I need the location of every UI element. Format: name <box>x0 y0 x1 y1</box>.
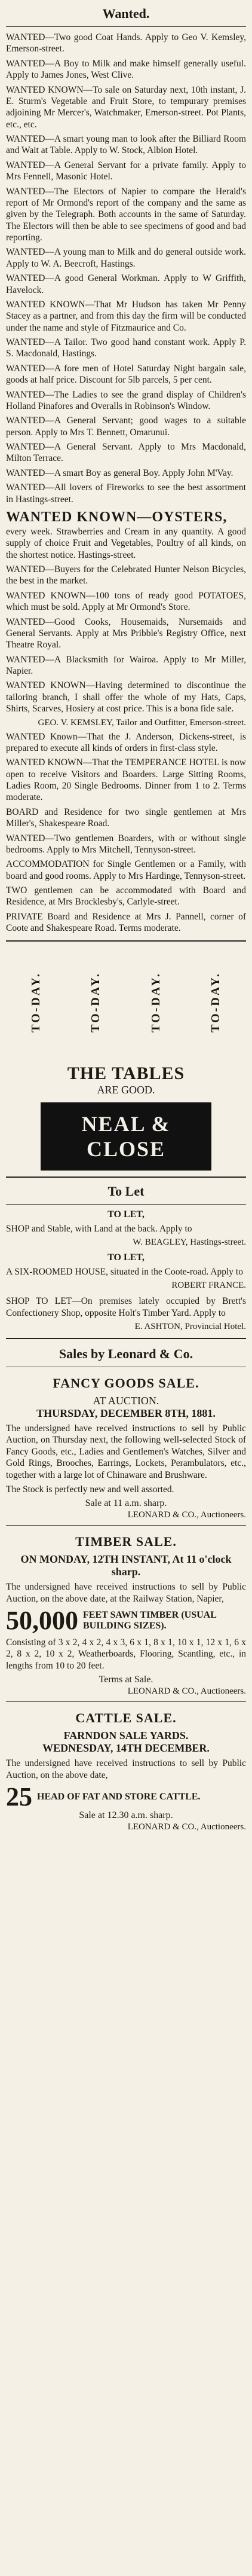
cattle-ad <box>6 1710 246 1832</box>
fancy-goods-title: FANCY GOODS SALE. <box>53 1376 199 1391</box>
to-let-heading: TO LET, <box>107 1209 145 1220</box>
to-let-body: A SIX-ROOMED HOUSE, situated in the Coote-road. Apply to <box>6 1266 243 1277</box>
classified-ad: WANTED—A General Servant; good wages to a suitable person. Apply to Mrs T. Bennett, Omarunui. <box>6 415 246 438</box>
classified-ad: WANTED—Buyers for the Celebrated Hunter Nelson Bicycles, the best in the market. <box>6 564 246 586</box>
timber-details: Consisting of 3 x 2, 4 x 2, 4 x 3, 6 x 1, 8 x 1, 10 x 1, 12 x 1, 6 x 2, 8 x 2, 10 x 2, Weatherboards, Flooring, Scantling, etc., in lengths from 10 to 20 feet. <box>6 1637 246 1671</box>
fancy-goods-ad <box>6 1376 246 1520</box>
timber-ad <box>6 1534 246 1697</box>
fancy-goods-signature: LEONARD & CO., Auctioneers. <box>127 1510 246 1520</box>
classified-ad: WANTED—A fore men of Hotel Saturday Night bargain sale, goods at half price. Discount for 5lb parcels, 5 per cent. <box>6 363 246 386</box>
classified-ad: WANTED—The Ladies to see the grand display of Children's Holland Pinafores and Overalls in Robinson's Window. <box>6 389 246 411</box>
oysters-body: every week. Strawberries and Cream in any quantity. A good supply of choice Fruit and Vegetables, Poultry of all kinds, on the shortest notice. Hastings-street. <box>6 526 246 560</box>
to-let-heading: TO LET, <box>107 1252 145 1263</box>
classified-ad: WANTED—A smart young man to look after the Billiard Room and Wait at Table. Apply to W. Stock, Albion Hotel. <box>6 134 246 156</box>
to-let-signature: W. BEAGLEY, Hastings-street. <box>133 1237 246 1247</box>
fancy-goods-time: Sale at 11 a.m. sharp. <box>85 1498 167 1509</box>
classified-ad: WANTED—All lovers of Fireworks to see the best assortment in Hastings-street. <box>6 482 246 505</box>
classified-ad: WANTED—The Electors of Napier to compare the Herald's report of Mr Ormond's report of the company and the same as given by the Telegraph. Both accounts in the same of Saturday. The Electors will then be able to see specimens of good and bad reporting. <box>6 186 246 243</box>
to-let-signature: ROBERT FRANCE. <box>171 1281 246 1291</box>
wanted-list <box>6 32 246 505</box>
classified-ad: WANTED—Good Cooks, Housemaids, Nursemaids and General Servants. Apply at Mrs Pribble's Registry Office, next Theatre Royal. <box>6 616 246 650</box>
neal-close-banner: NEAL & CLOSE <box>41 1102 211 1171</box>
fancy-goods-date: THURSDAY, DECEMBER 8TH, 1881. <box>36 1407 216 1419</box>
to-day-label: TO-DAY. <box>149 972 162 1032</box>
timber-headline <box>6 1608 246 1634</box>
divider <box>6 1525 246 1526</box>
to-let-signature: E. ASHTON, Provincial Hotel. <box>134 1322 246 1331</box>
classified-ad: TWO gentlemen can be accommodated with Board and Residence, at Mrs Brocklesby's, Carlyle-street. <box>6 885 246 907</box>
wanted-title: Wanted. <box>102 6 150 21</box>
classified-ad: WANTED KNOWN—That Mr Hudson has taken Mr Penny Stacey as a partner, and from this day the firm will be conducted under the name and style of Fitzmaurice and Co. <box>6 299 246 333</box>
divider <box>6 940 246 942</box>
cattle-body: The undersigned have received instructions to sell by Public Auction, on the above date, <box>6 1758 246 1780</box>
to-let-body: SHOP and Stable, with Land at the back. Apply to <box>6 1223 192 1234</box>
classified-ad: WANTED Known—That the J. Anderson, Dickens-street, is prepared to execute all kinds of orders in first-class style. <box>6 731 246 753</box>
to-let-list <box>6 1209 246 1333</box>
divider <box>6 1177 246 1178</box>
to-let-ad <box>6 1295 246 1332</box>
classified-ad: WANTED—Two good Coat Hands. Apply to Geo V. Kemsley, Emerson-street. <box>6 32 246 54</box>
classified-ad: WANTED KNOWN—Having determined to discontinue the tailoring branch, I shall offer the whole of my Hats, Caps, Shirts, Scarves, Hosiery at cost price. This is a bona fide sale. <box>6 680 246 714</box>
sales-title: Sales by Leonard & Co. <box>59 1346 193 1361</box>
to-day-row <box>6 949 246 1056</box>
classified-ad: WANTED—A good General Workman. Apply to W Griffith, Havelock. <box>6 273 246 295</box>
timber-quantity: 50,000 <box>6 1606 78 1635</box>
classified-ad: ACCOMMODATION for Single Gentlemen or a Family, with board and good rooms. Apply to Mrs Hardinge, Tennyson-street. <box>6 859 246 881</box>
cattle-headline <box>6 1781 246 1811</box>
classified-ad: WANTED—A Boy to Milk and make himself generally useful. Apply to James Jones, West Clive. <box>6 58 246 81</box>
to-let-body: SHOP TO LET—On premises lately occupied by Brett's Confectionery Shop, opposite Holt's Timber Yard. Apply to <box>6 1296 246 1318</box>
classified-ad: WANTED—A Tailor. Two good hand constant work. Apply P. S. Macdonald, Hastings. <box>6 337 246 359</box>
timber-quantity-label: FEET SAWN TIMBER (USUAL BUILDING SIZES). <box>83 1610 217 1631</box>
wanted-list-3 <box>6 731 246 934</box>
classified-ad: WANTED—A General Servant. Apply to Mrs Macdonald, Milton Terrace. <box>6 442 246 464</box>
classified-ad: WANTED—A Blacksmith for Wairoa. Apply to Mr Miller, Napier. <box>6 654 246 676</box>
classified-ad: WANTED—A young man to Milk and do general outside work. Apply to W. A. Beecroft, Hastings. <box>6 247 246 269</box>
timber-signature: LEONARD & CO., Auctioneers. <box>127 1686 246 1697</box>
fancy-goods-sub: AT AUCTION. <box>93 1395 159 1407</box>
classified-ad: WANTED—A smart Boy as general Boy. Apply John M'Vay. <box>6 467 233 478</box>
divider <box>6 26 246 27</box>
cattle-signature: LEONARD & CO., Auctioneers. <box>127 1822 246 1832</box>
fancy-goods-body: The undersigned have received instructions to sell by Public Auction, on Thursday next, the following well-selected Stock of Fancy Goods, etc., Ladies and Gentlemen's Watches, Silver and Gold Rings, Brooches, Earrings, Lockets, Perambulators, etc., together with a large lot of Chinaware and Brushware. <box>6 1423 246 1480</box>
timber-title: TIMBER SALE. <box>75 1534 177 1550</box>
to-let-title: To Let <box>107 1183 145 1199</box>
cattle-yards: FARNDON SALE YARDS. <box>63 1729 189 1742</box>
to-day-label: TO-DAY. <box>29 972 42 1032</box>
divider <box>6 1701 246 1702</box>
tables-line2: ARE GOOD. <box>97 1083 155 1096</box>
fancy-goods-note: The Stock is perfectly new and well assorted. <box>6 1484 174 1495</box>
classified-ad: WANTED KNOWN—100 tons of ready good POTATOES, which must be sold. Apply at Mr Ormond's Store. <box>6 590 246 613</box>
to-let-ad <box>6 1252 246 1291</box>
oysters-heading: WANTED KNOWN—OYSTERS, <box>6 509 228 525</box>
timber-body: The undersigned have received instructions to sell by Public Auction, on the above date, at the Railway Station, Napier, <box>6 1582 246 1604</box>
cattle-time: Sale at 12.30 a.m. sharp. <box>79 1810 173 1820</box>
classified-ad: WANTED—A General Servant for a private family. Apply to Mrs Fennell, Masonic Hotel. <box>6 160 246 182</box>
cattle-date: WEDNESDAY, 14TH DECEMBER. <box>42 1742 210 1755</box>
to-let-ad <box>6 1209 246 1248</box>
classified-ad: PRIVATE Board and Residence at Mrs J. Pannell, corner of Coote and Shakespeare Road. Terms moderate. <box>6 911 246 934</box>
classified-ad: BOARD and Residence for two single gentlemen at Mrs Miller's, Shakespeare Road. <box>6 806 246 829</box>
kemsley-signature: GEO. V. KEMSLEY, Tailor and Outfitter, Emerson-street. <box>38 717 246 728</box>
to-day-label: TO-DAY. <box>209 972 223 1032</box>
cattle-title: CATTLE SALE. <box>75 1710 177 1726</box>
divider <box>6 1204 246 1205</box>
oysters-ad <box>6 508 246 561</box>
wanted-list-2 <box>6 564 246 715</box>
classified-ad: WANTED—Two gentlemen Boarders, with or without single bedrooms. Apply to Mrs Mitchell, Tennyson-street. <box>6 833 246 855</box>
classified-ad: WANTED KNOWN—That the TEMPERANCE HOTEL is now open to receive Visitors and Boarders. Large Sitting Rooms, Ladies Room, 20 Single Bedrooms. Dinner from 1 to 2. Terms moderate. <box>6 757 246 803</box>
timber-date: ON MONDAY, 12TH INSTANT, At 11 o'clock sharp. <box>20 1553 232 1578</box>
cattle-quantity: 25 <box>6 1781 32 1811</box>
classified-ad: WANTED KNOWN—To sale on Saturday next, 10th instant, J. E. Sturm's Vegetable and Fruit Store, to tempurary premises adjoining Mr Mercer's, Watchmaker, Emerson-street. Pot Plants, etc., etc. <box>6 84 246 130</box>
timber-terms: Terms at Sale. <box>99 1674 153 1685</box>
cattle-quantity-label: HEAD OF FAT AND STORE CATTLE. <box>37 1791 201 1802</box>
to-day-label: TO-DAY. <box>89 972 103 1032</box>
divider <box>6 1338 246 1339</box>
tables-line1: THE TABLES <box>67 1063 185 1083</box>
